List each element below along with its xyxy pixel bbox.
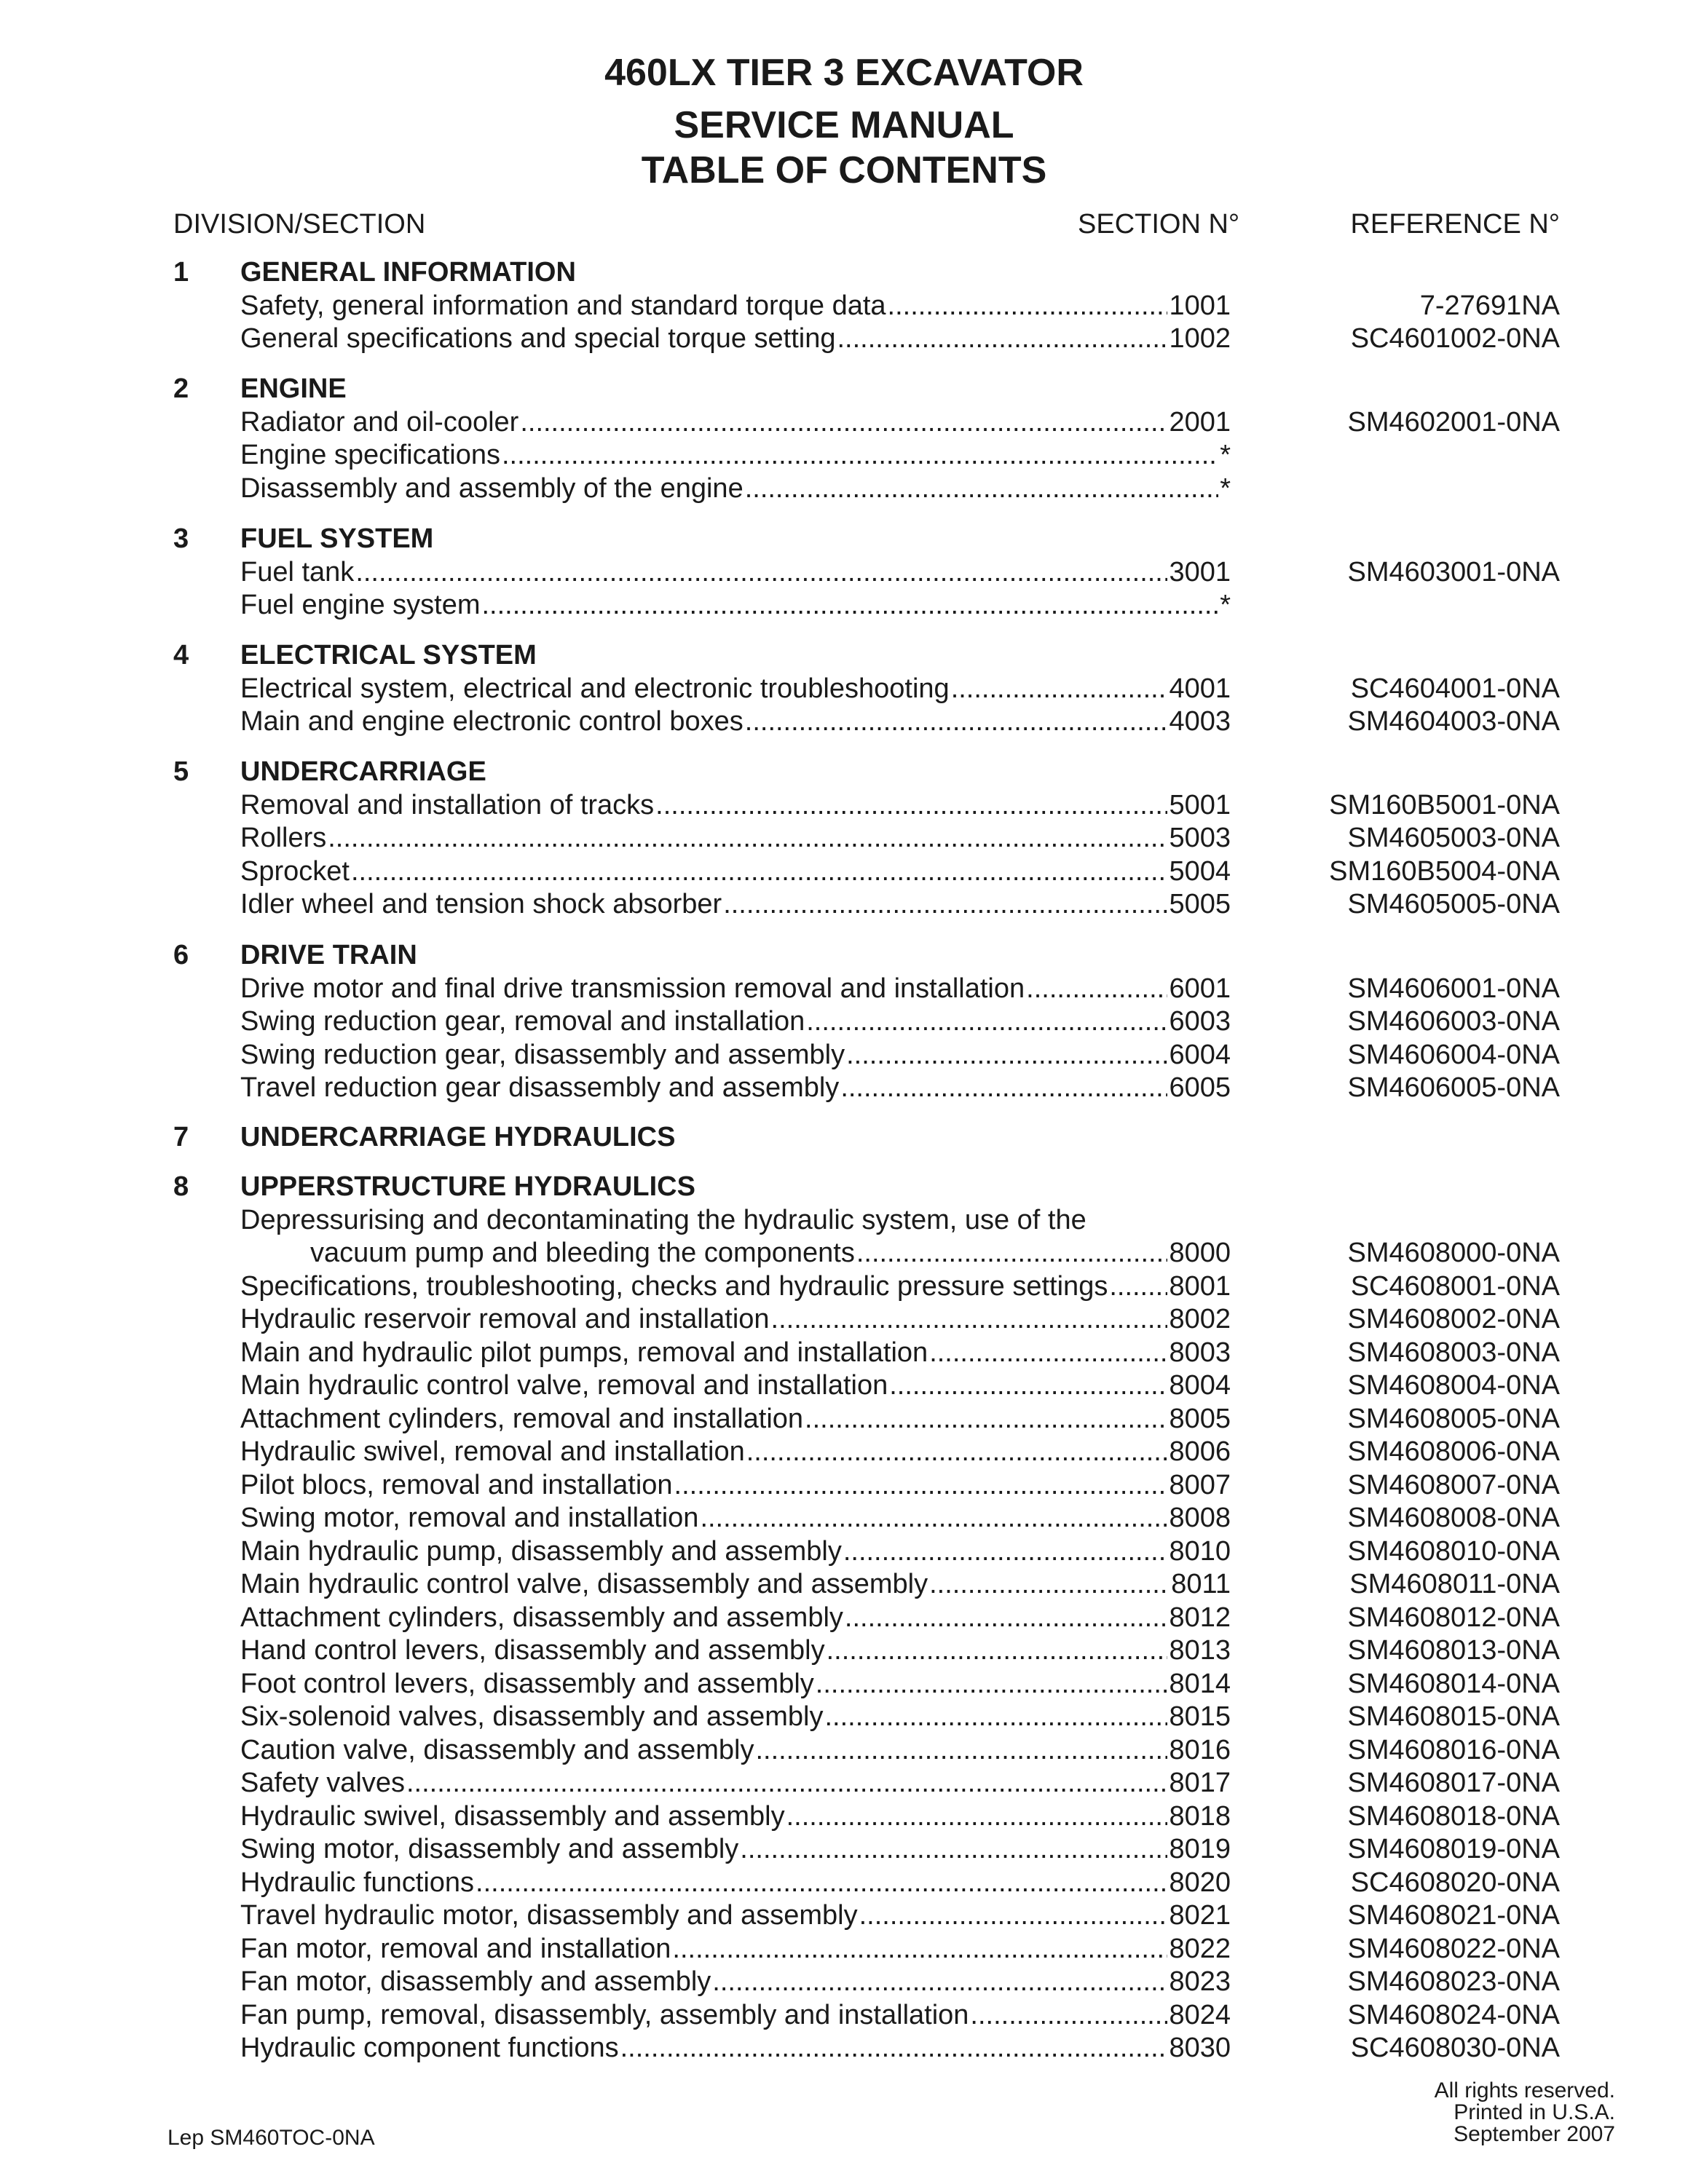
toc-entry-reference-number: SM4608022-0NA <box>1347 1933 1560 1964</box>
toc-entry[interactable] <box>240 705 1231 737</box>
toc-entry-label: Fan motor, removal and installation <box>240 1933 671 1964</box>
toc-entry[interactable] <box>240 589 1231 621</box>
dot-leader <box>723 888 1167 920</box>
toc-entry[interactable] <box>240 1369 1231 1401</box>
toc-entry-section-number: 8000 <box>1169 1238 1231 1268</box>
toc-entry-reference-number: SM4606003-0NA <box>1347 1006 1560 1037</box>
toc-entry-label: Sprocket <box>240 855 350 887</box>
toc-entry-section-number: 8008 <box>1169 1503 1231 1533</box>
toc-entry-label: Main and hydraulic pilot pumps, removal and installation <box>240 1337 928 1368</box>
toc-entry-label: Pilot blocs, removal and installation <box>240 1469 673 1500</box>
toc-entry-reference-number: SM4605005-0NA <box>1347 889 1560 919</box>
toc-entry[interactable] <box>240 1337 1231 1369</box>
footer-printed: Printed in U.S.A. <box>1454 2100 1615 2124</box>
toc-entry-section-number: 8023 <box>1169 1966 1231 1997</box>
dot-leader <box>482 589 1219 621</box>
toc-entry-reference-number: SM4608008-0NA <box>1347 1503 1560 1533</box>
toc-entry[interactable] <box>240 789 1231 821</box>
dot-leader <box>712 1966 1167 1998</box>
dot-leader <box>351 855 1167 887</box>
toc-entry[interactable] <box>240 439 1231 471</box>
toc-entry-section-number: 2001 <box>1169 406 1231 438</box>
toc-entry-label: Caution valve, disassembly and assembly <box>240 1734 754 1765</box>
toc-entry-label: Fan pump, removal, disassembly, assembly and installation <box>240 1999 969 2030</box>
toc-entry-reference-number: SM4608018-0NA <box>1347 1800 1560 1832</box>
toc-entry[interactable] <box>240 822 1231 854</box>
toc-entry-section-number: 5005 <box>1169 889 1231 919</box>
footer-date: September 2007 <box>1454 2122 1615 2146</box>
toc-entry-label: Main hydraulic pump, disassembly and assembly <box>240 1535 842 1567</box>
toc-entry-label: Swing reduction gear, removal and installation <box>240 1006 805 1037</box>
division-number: 8 <box>173 1171 189 1202</box>
toc-entry-label: vacuum pump and bleeding the components <box>310 1238 855 1268</box>
toc-entry[interactable] <box>240 1701 1231 1733</box>
toc-entry-section-number: * <box>1220 590 1231 620</box>
toc-heading: TABLE OF CONTENTS <box>641 149 1047 191</box>
dot-leader <box>970 1999 1167 2031</box>
toc-entry-reference-number: SM4602001-0NA <box>1347 406 1560 438</box>
toc-entry-reference-number: SM4608000-0NA <box>1347 1238 1560 1268</box>
toc-entry[interactable] <box>240 1568 1231 1600</box>
toc-entry-section-number: 8022 <box>1169 1933 1231 1964</box>
toc-entry-section-number: 8007 <box>1169 1469 1231 1500</box>
toc-entry[interactable] <box>240 1734 1231 1766</box>
toc-entry-reference-number: SC4608030-0NA <box>1350 2033 1560 2063</box>
toc-entry-section-number: 8013 <box>1169 1635 1231 1666</box>
division-number: 5 <box>173 756 189 787</box>
dot-leader <box>888 290 1168 322</box>
toc-entry-reference-number: SM4608017-0NA <box>1347 1768 1560 1798</box>
dot-leader <box>746 1436 1168 1468</box>
dot-leader <box>889 1369 1167 1401</box>
toc-entry-label: Removal and installation of tracks <box>240 789 655 820</box>
dot-leader <box>929 1568 1170 1600</box>
dot-leader <box>845 1602 1168 1634</box>
toc-entry-label: Idler wheel and tension shock absorber <box>240 889 722 919</box>
division-title: FUEL SYSTEM <box>240 523 434 554</box>
toc-entry-label: Hydraulic functions <box>240 1867 475 1898</box>
toc-entry-reference-number: SC4608001-0NA <box>1350 1270 1560 1302</box>
dot-leader <box>816 1668 1168 1700</box>
toc-entry-section-number: 5001 <box>1169 789 1231 820</box>
document-subtitle: SERVICE MANUAL <box>674 104 1014 146</box>
toc-entry-reference-number: 7-27691NA <box>1419 290 1560 321</box>
toc-entry-reference-number: SM4608019-0NA <box>1347 1834 1560 1864</box>
dot-leader <box>827 1634 1168 1666</box>
toc-entry-section-number: 8017 <box>1169 1768 1231 1798</box>
toc-entry-label: Six-solenoid valves, disassembly and assembly <box>240 1701 824 1732</box>
division-number: 1 <box>173 257 189 288</box>
toc-entry[interactable] <box>240 1800 1231 1832</box>
dot-leader <box>859 1899 1168 1931</box>
toc-entry-label: Drive motor and final drive transmission removal and installation <box>240 973 1025 1004</box>
toc-entry-section-number: 6003 <box>1169 1006 1231 1037</box>
toc-entry-label: Hydraulic swivel, disassembly and assembly <box>240 1800 785 1832</box>
toc-entry-section-number: 4003 <box>1169 706 1231 737</box>
toc-entry-reference-number: SM4605003-0NA <box>1347 823 1560 853</box>
toc-entry[interactable] <box>240 1899 1231 1931</box>
toc-entry-reference-number: SM4608006-0NA <box>1347 1436 1560 1467</box>
toc-entry-section-number: 1001 <box>1169 290 1231 321</box>
dot-leader <box>700 1502 1167 1534</box>
toc-entry-section-number: 1002 <box>1169 323 1231 354</box>
toc-entry-section-number: * <box>1220 440 1231 470</box>
dot-leader <box>655 789 1167 821</box>
toc-entry-reference-number: SC4604001-0NA <box>1350 673 1560 704</box>
toc-entry[interactable] <box>240 1039 1231 1071</box>
toc-entry-section-number: 5003 <box>1169 823 1231 853</box>
dot-leader <box>745 705 1168 737</box>
toc-entry-label: Main and engine electronic control boxes <box>240 706 744 737</box>
toc-entry-reference-number: SM4608013-0NA <box>1347 1635 1560 1666</box>
toc-entry[interactable] <box>240 1867 1231 1899</box>
toc-entry[interactable] <box>240 290 1231 322</box>
toc-entry-section-number: 8015 <box>1169 1701 1231 1732</box>
toc-entry-reference-number: SM4608023-0NA <box>1347 1966 1560 1997</box>
toc-entry-label-line: Depressurising and decontaminating the hydraulic system, use of the <box>240 1204 1086 1235</box>
toc-entry-section-number: 8012 <box>1169 1602 1231 1633</box>
toc-entry[interactable] <box>240 1005 1231 1037</box>
toc-entry-reference-number: SC4601002-0NA <box>1350 323 1560 354</box>
toc-entry-section-number: 6004 <box>1169 1039 1231 1070</box>
toc-entry-reference-number: SM4604003-0NA <box>1347 706 1560 737</box>
division-title: UPPERSTRUCTURE HYDRAULICS <box>240 1171 695 1202</box>
toc-entry-section-number: 8030 <box>1169 2033 1231 2063</box>
dot-leader <box>1109 1270 1167 1302</box>
dot-leader <box>1026 973 1167 1005</box>
toc-entry[interactable] <box>240 1966 1231 1998</box>
division-number: 7 <box>173 1122 189 1152</box>
toc-entry-reference-number: SM4608016-0NA <box>1347 1734 1560 1765</box>
column-header-reference: REFERENCE N° <box>1350 209 1560 240</box>
toc-entry-label: Hydraulic component functions <box>240 2033 619 2063</box>
toc-entry[interactable] <box>240 1237 1231 1269</box>
toc-entry-label: Disassembly and assembly of the engine <box>240 472 744 504</box>
toc-entry[interactable] <box>240 1303 1231 1335</box>
toc-entry-label: Foot control levers, disassembly and assembly <box>240 1668 814 1699</box>
toc-entry-section-number: 8019 <box>1169 1834 1231 1864</box>
dot-leader <box>856 1237 1168 1269</box>
toc-entry[interactable] <box>240 472 1231 505</box>
toc-entry[interactable] <box>240 1767 1231 1799</box>
dot-leader <box>520 406 1167 438</box>
dot-leader <box>620 2032 1168 2064</box>
toc-entry[interactable] <box>240 1602 1231 1634</box>
division-title: UNDERCARRIAGE <box>240 756 486 787</box>
toc-entry-label: Radiator and oil-cooler <box>240 406 519 438</box>
toc-entry[interactable] <box>240 888 1231 920</box>
document-title: 460LX TIER 3 EXCAVATOR <box>604 52 1084 94</box>
toc-entry-label: Safety, general information and standard torque data <box>240 290 886 321</box>
toc-entry[interactable] <box>240 1469 1231 1501</box>
toc-entry-reference-number: SM4606005-0NA <box>1347 1072 1560 1103</box>
dot-leader <box>355 556 1167 588</box>
division-number: 6 <box>173 940 189 970</box>
toc-entry-label: Engine specifications <box>240 440 500 470</box>
dot-leader <box>328 822 1167 854</box>
toc-entry[interactable] <box>240 1436 1231 1468</box>
division-title: ELECTRICAL SYSTEM <box>240 640 537 670</box>
dot-leader <box>406 1767 1167 1799</box>
toc-entry-section-number: 8006 <box>1169 1436 1231 1467</box>
toc-entry-section-number: 8016 <box>1169 1734 1231 1765</box>
toc-entry[interactable] <box>240 855 1231 887</box>
dot-leader <box>745 472 1219 505</box>
column-header-division: DIVISION/SECTION <box>173 209 426 240</box>
toc-entry-reference-number: SM4608003-0NA <box>1347 1337 1560 1368</box>
dot-leader <box>846 1039 1167 1071</box>
toc-entry-reference-number: SM4606001-0NA <box>1347 973 1560 1004</box>
toc-entry-label: Travel reduction gear disassembly and assembly <box>240 1072 840 1103</box>
toc-entry-section-number: 8002 <box>1169 1304 1231 1334</box>
division-title: UNDERCARRIAGE HYDRAULICS <box>240 1122 676 1152</box>
dot-leader <box>929 1337 1167 1369</box>
toc-entry-label: Safety valves <box>240 1768 405 1798</box>
dot-leader <box>837 323 1167 355</box>
toc-entry-reference-number: SM4603001-0NA <box>1347 556 1560 587</box>
toc-entry-label: Attachment cylinders, removal and installation <box>240 1403 804 1434</box>
toc-entry[interactable] <box>240 1403 1231 1435</box>
toc-entry-label: Attachment cylinders, disassembly and assembly <box>240 1602 843 1633</box>
toc-entry-section-number: * <box>1220 472 1231 504</box>
toc-entry[interactable] <box>240 556 1231 588</box>
toc-entry-reference-number: SM4608024-0NA <box>1347 1999 1560 2030</box>
division-number: 3 <box>173 523 189 554</box>
toc-entry-label: Fuel tank <box>240 556 355 587</box>
toc-entry-reference-number: SM160B5004-0NA <box>1329 855 1560 887</box>
toc-entry[interactable] <box>240 1535 1231 1567</box>
toc-entry-section-number: 6001 <box>1169 973 1231 1004</box>
toc-entry-reference-number: SM4608010-0NA <box>1347 1535 1560 1567</box>
toc-entry-label: Swing motor, disassembly and assembly <box>240 1834 739 1864</box>
toc-entry-section-number: 4001 <box>1169 673 1231 704</box>
toc-entry-label: Hydraulic swivel, removal and installation <box>240 1436 745 1467</box>
dot-leader <box>771 1303 1168 1335</box>
toc-entry[interactable] <box>240 1933 1231 1965</box>
toc-entry-label: Main hydraulic control valve, disassembly and assembly <box>240 1569 928 1599</box>
toc-entry-label: Electrical system, electrical and electronic troubleshooting <box>240 673 950 704</box>
dot-leader <box>824 1701 1167 1733</box>
toc-entry-label: Fuel engine system <box>240 590 481 620</box>
toc-entry-reference-number: SM4608002-0NA <box>1347 1304 1560 1334</box>
toc-entry[interactable] <box>240 1668 1231 1700</box>
dot-leader <box>786 1800 1168 1832</box>
dot-leader <box>843 1535 1168 1567</box>
division-number: 2 <box>173 373 189 404</box>
toc-entry[interactable] <box>240 1502 1231 1534</box>
toc-entry-section-number: 8021 <box>1169 1900 1231 1931</box>
toc-entry-section-number: 8004 <box>1169 1370 1231 1401</box>
toc-entry-section-number: 3001 <box>1169 556 1231 587</box>
toc-entry-section-number: 8014 <box>1169 1668 1231 1699</box>
column-header-section: SECTION N° <box>1078 209 1240 240</box>
toc-entry-reference-number: SM4608021-0NA <box>1347 1900 1560 1931</box>
dot-leader <box>951 673 1168 705</box>
dot-leader <box>476 1867 1167 1899</box>
toc-entry-label: General specifications and special torque setting <box>240 323 836 354</box>
toc-entry-reference-number: SM4606004-0NA <box>1347 1039 1560 1070</box>
footer-code: Lep SM460TOC-0NA <box>167 2126 375 2150</box>
toc-entry-section-number: 8005 <box>1169 1403 1231 1434</box>
toc-entry-reference-number: SM4608011-0NA <box>1349 1569 1560 1599</box>
dot-leader <box>740 1833 1167 1865</box>
toc-entry[interactable] <box>240 1270 1231 1302</box>
toc-entry-section-number: 8010 <box>1169 1535 1231 1567</box>
dot-leader <box>755 1734 1167 1766</box>
dot-leader <box>840 1072 1167 1104</box>
toc-entry-section-number: 8020 <box>1169 1867 1231 1898</box>
toc-entry[interactable] <box>240 1999 1231 2031</box>
toc-entry-label: Hydraulic reservoir removal and installation <box>240 1304 770 1334</box>
toc-entry[interactable] <box>240 2032 1231 2064</box>
toc-entry-reference-number: SM4608015-0NA <box>1347 1701 1560 1732</box>
toc-entry-label: Specifications, troubleshooting, checks and hydraulic pressure settings <box>240 1270 1108 1302</box>
toc-entry-reference-number: SM160B5001-0NA <box>1329 789 1560 820</box>
toc-entry-section-number: 8024 <box>1169 1999 1231 2030</box>
toc-entry[interactable] <box>240 1833 1231 1865</box>
toc-entry-reference-number: SM4608012-0NA <box>1347 1602 1560 1633</box>
toc-entry-label: Rollers <box>240 823 327 853</box>
footer-rights: All rights reserved. <box>1434 2078 1615 2102</box>
toc-entry[interactable] <box>240 1634 1231 1666</box>
toc-entry-reference-number: SM4608007-0NA <box>1347 1469 1560 1500</box>
toc-entry[interactable] <box>240 1072 1231 1104</box>
toc-entry-reference-number: SC4608020-0NA <box>1350 1867 1560 1898</box>
toc-entry-label: Travel hydraulic motor, disassembly and assembly <box>240 1900 858 1931</box>
toc-entry-reference-number: SM4608004-0NA <box>1347 1370 1560 1401</box>
toc-entry-label: Swing reduction gear, disassembly and assembly <box>240 1039 845 1070</box>
division-number: 4 <box>173 640 189 670</box>
division-title: GENERAL INFORMATION <box>240 257 576 288</box>
dot-leader <box>805 1403 1167 1435</box>
toc-entry-section-number: 5004 <box>1169 855 1231 887</box>
toc-entry-reference-number: SM4608014-0NA <box>1347 1668 1560 1699</box>
toc-entry-label: Fan motor, disassembly and assembly <box>240 1966 711 1997</box>
toc-entry[interactable] <box>240 973 1231 1005</box>
division-title: DRIVE TRAIN <box>240 940 417 970</box>
dot-leader <box>672 1933 1167 1965</box>
toc-entry-section-number: 8018 <box>1169 1800 1231 1832</box>
toc-entry-section-number: 6005 <box>1169 1072 1231 1103</box>
toc-entry[interactable] <box>240 673 1231 705</box>
toc-entry-section-number: 8011 <box>1171 1569 1231 1599</box>
toc-entry-section-number: 8003 <box>1169 1337 1231 1368</box>
toc-entry[interactable] <box>240 406 1231 438</box>
toc-entry-section-number: 8001 <box>1169 1270 1231 1302</box>
toc-entry-label: Hand control levers, disassembly and assembly <box>240 1635 825 1666</box>
toc-entry-label: Swing motor, removal and installation <box>240 1503 699 1533</box>
division-title: ENGINE <box>240 373 347 404</box>
toc-entry[interactable] <box>240 323 1231 355</box>
dot-leader <box>674 1469 1168 1501</box>
dot-leader <box>502 439 1218 471</box>
toc-entry-reference-number: SM4608005-0NA <box>1347 1403 1560 1434</box>
dot-leader <box>806 1005 1167 1037</box>
toc-entry-label: Main hydraulic control valve, removal and installation <box>240 1370 888 1401</box>
